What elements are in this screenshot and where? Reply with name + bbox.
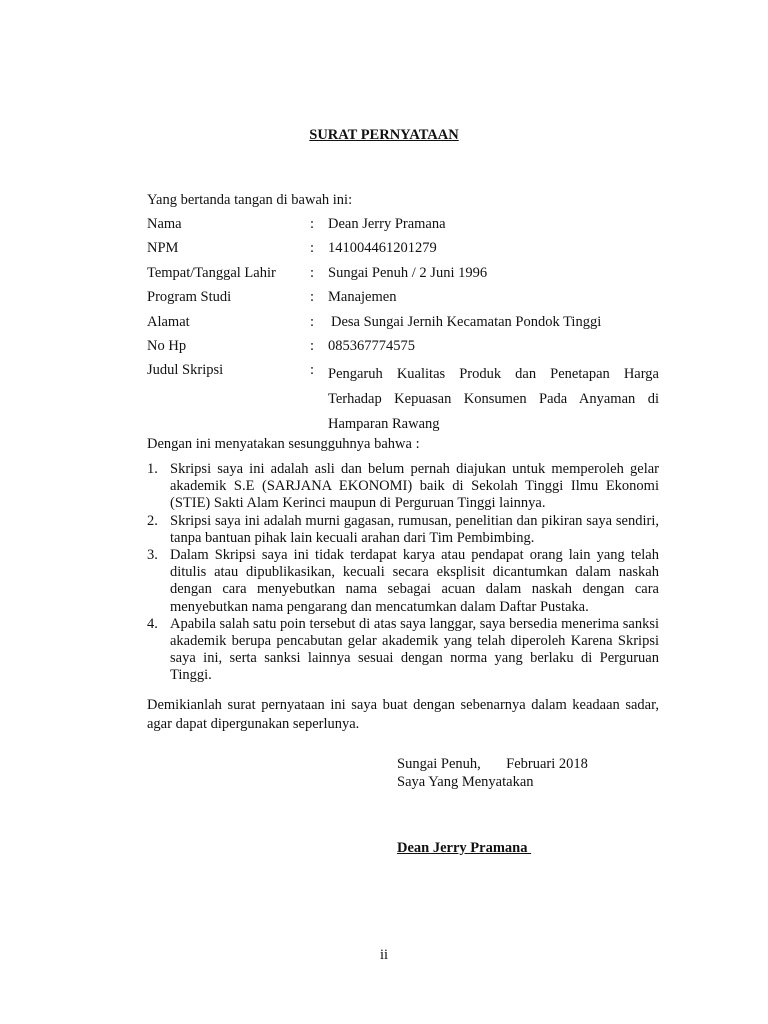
- list-number: 2.: [147, 512, 158, 529]
- field-colon: :: [310, 216, 315, 232]
- field-label: Program Studi: [147, 289, 232, 305]
- list-number: 1.: [147, 461, 158, 477]
- field-label: Tempat/Tanggal Lahir: [147, 265, 276, 281]
- field-value: Manajemen: [328, 289, 397, 305]
- field-value: 141004461201279: [328, 240, 437, 256]
- document-title: SURAT PERNYATAAN: [309, 127, 459, 143]
- field-label: NPM: [147, 240, 179, 256]
- field-colon: :: [310, 265, 315, 281]
- field-colon: :: [310, 240, 315, 256]
- field-colon: :: [310, 314, 315, 330]
- field-row-alamat: [147, 314, 659, 336]
- field-label: No Hp: [147, 338, 187, 354]
- field-label: Judul Skripsi: [147, 362, 224, 378]
- list-number: 3.: [147, 547, 158, 564]
- signer-label: Saya Yang Menyatakan: [397, 774, 534, 790]
- field-colon: :: [310, 338, 315, 354]
- field-value: Dean Jerry Pramana: [328, 216, 446, 232]
- field-row-nohp: [147, 338, 659, 360]
- field-colon: :: [310, 289, 315, 305]
- list-item: [147, 513, 659, 547]
- field-row-ttl: [147, 265, 659, 287]
- closing-paragraph: Demikianlah surat pernyataan ini saya buat dengan sebenarnya dalam keadaan sadar, agar dapat dipergunakan seperlunya.: [147, 697, 659, 732]
- statement-list: [147, 461, 659, 685]
- thesis-title-line: Terhadap Kepuasan Konsumen Pada Anyaman di: [328, 391, 659, 407]
- field-value: Sungai Penuh / 2 Juni 1996: [328, 265, 488, 281]
- list-item-text: Skripsi saya ini adalah asli dan belum pernah diajukan untuk memperoleh gelar akademik S.E (SARJANA EKONOMI) baik di Sekolah Tinggi Ilmu Ekonomi (STIE) Sakti Alam Kerinci maupun di Perguruan Tinggi lainnya.: [170, 461, 659, 512]
- list-item: [147, 547, 659, 616]
- thesis-title-value: [328, 362, 659, 437]
- signer-name: Dean Jerry Pramana: [397, 840, 532, 856]
- field-row-prodi: [147, 289, 659, 311]
- page-number: ii: [379, 947, 389, 963]
- list-item: [147, 616, 659, 685]
- list-number: 4.: [147, 615, 158, 632]
- list-item: [147, 461, 659, 513]
- statement-intro: Dengan ini menyatakan sesungguhnya bahwa :: [147, 436, 420, 452]
- field-row-npm: [147, 240, 659, 262]
- list-item-text: Dalam Skripsi saya ini tidak terdapat karya atau pendapat orang lain yang telah ditulis atau dipublikasikan, kecuali secara eksplisit dicantumkan dalam naskah dengan cara menyebutkan nama sebagai acuan dalam naskah dengan cara menyebutkan nama pengarang dan mencatumkan dalam Daftar Pustaka.: [170, 547, 659, 615]
- field-label: Alamat: [147, 314, 190, 330]
- field-value: Desa Sungai Jernih Kecamatan Pondok Tinggi: [331, 314, 602, 330]
- field-colon: :: [310, 362, 315, 378]
- place-date: Sungai Penuh, Februari 2018: [397, 756, 588, 772]
- list-item-text: Skripsi saya ini adalah murni gagasan, rumusan, penelitian dan pikiran saya sendiri, tanpa bantuan pihak lain kecuali arahan dari Tim Pembimbing.: [170, 512, 659, 546]
- thesis-title-line: Pengaruh Kualitas Produk dan Penetapan Harga: [328, 366, 659, 382]
- field-row-nama: [147, 216, 659, 238]
- field-label: Nama: [147, 216, 182, 232]
- intro-text: Yang bertanda tangan di bawah ini:: [147, 192, 353, 208]
- thesis-title-line: Hamparan Rawang: [328, 416, 440, 432]
- list-item-text: Apabila salah satu poin tersebut di atas saya langgar, saya bersedia menerima sanksi akademik berupa pencabutan gelar akademik yang telah diperoleh Karena Skripsi saya ini, serta sanksi lainnya sesuai dengan norma yang berlaku di Perguruan Tinggi.: [170, 615, 659, 684]
- field-value: 085367774575: [328, 338, 415, 354]
